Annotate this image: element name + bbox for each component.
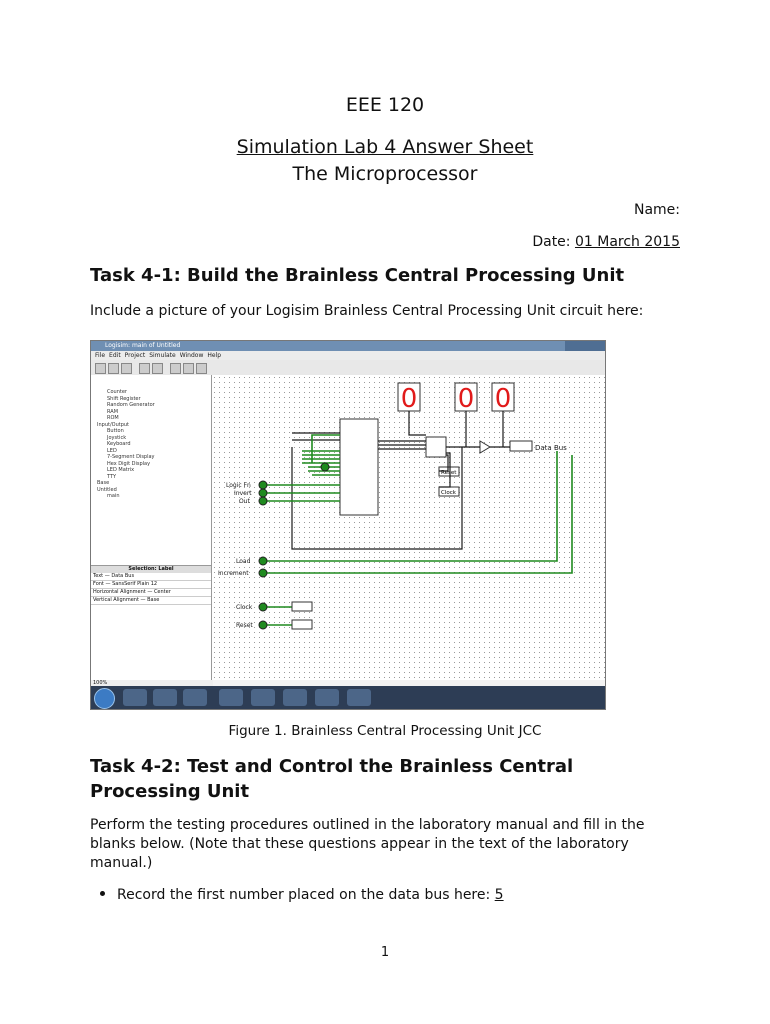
right-reset-label: Reset [441,470,457,476]
tree-item[interactable]: 7-Segment Display [107,454,155,460]
page-number: 1 [380,945,390,960]
increment-label: Increment [218,570,249,577]
tree-item[interactable]: TTY [107,473,117,480]
hex-display-2 [455,383,477,414]
menu-bar: File Edit Project Simulate Window Help [91,351,605,360]
hex-display-3 [492,383,514,414]
right-clock-label: Clock [441,490,456,496]
load-label: Load [236,558,251,565]
app-icon [219,689,243,706]
tree-item[interactable]: Base [97,480,110,486]
logic-fn-label: Logic Fn [226,482,251,489]
date-value: 01 March 2015 [574,234,680,250]
tree-item[interactable]: RAM [107,408,119,415]
logisim-screenshot [90,340,606,710]
tree-item[interactable]: Random Generator [107,402,155,408]
tree-item[interactable]: Keyboard [107,441,131,447]
tree-item[interactable]: main [107,493,120,499]
svg-text:0: 0 [494,384,512,414]
name-field: Name: [633,202,680,218]
circuit-diagram [212,375,605,680]
black-wires [292,411,510,549]
clock-label: Clock [236,604,253,611]
chrome-icon [123,689,147,706]
toolbar [91,360,605,376]
course-code: EEE 120 [345,94,425,116]
svg-text:0: 0 [457,384,475,414]
tree-item[interactable]: Shift Register [107,395,141,402]
word-icon [315,689,339,706]
green-wires [267,435,572,625]
tree-item[interactable]: Joystick [107,434,127,441]
document-subtitle: The Microprocessor [292,163,478,185]
tree-item[interactable]: ROM [107,415,119,421]
figure-caption: Figure 1. Brainless Central Processing Unit JCC [228,723,542,739]
task1-heading: Task 4-1: Build the Brainless Central Processing Unit [90,265,625,286]
bullet-dot-icon [100,891,105,896]
start-button-icon [94,688,115,709]
buffer-symbol [480,441,490,453]
window-titlebar: Logisim: main of Untitled [91,341,605,351]
windows-taskbar [91,686,605,709]
component-tree [93,389,203,559]
tree-item[interactable]: Untitled [97,486,117,493]
media-icon [251,689,275,706]
register-block [426,437,446,457]
folder-icon [183,689,207,706]
tree-item[interactable]: Hex Digit Display [107,460,151,467]
task1-instruction: Include a picture of your Logisim Brainless Central Processing Unit circuit here: [90,303,644,319]
data-bus-tunnel [510,441,532,451]
circuit-canvas [212,375,605,680]
logisim-icon [347,689,371,706]
reset-label: Reset [236,622,253,629]
tree-item[interactable]: LED Matrix [107,467,135,473]
bullet-answer: 5 [494,887,504,903]
tree-item[interactable]: Counter [107,389,127,395]
explorer-panel [91,375,212,680]
tree-item[interactable]: Button [107,428,124,434]
zoom-status: 100% [91,680,213,686]
bullet-item: Record the first number placed on the data bus here: 5 [100,887,504,903]
pin-labels [218,482,253,629]
hex-display-1 [398,383,420,414]
play-icon [283,689,307,706]
date-field: Date: 01 March 2015 [532,234,680,250]
tree-item[interactable]: Input/Output [97,421,129,428]
tree-item[interactable]: LED [107,447,117,454]
alu-block [340,419,378,515]
invert-label: Invert [234,490,252,497]
out-label: Out [239,498,250,505]
data-bus-label: Data Bus [535,444,567,452]
document-title: Simulation Lab 4 Answer Sheet [236,136,534,158]
properties-table: Selection: Label Text — Data Bus Font — SansSerif Plain 12 Horizontal Alignment — Center Vertical Alignment — Base [91,565,211,626]
task2-heading: Task 4-2: Test and Control the Brainless Central Processing Unit [90,756,574,802]
svg-text:0: 0 [400,384,418,414]
task2-instruction: Perform the testing procedures outlined in the laboratory manual and fill in the blanks below. (Note that these questions appear in the text of the laboratory manual.) [90,817,645,871]
ie-icon [153,689,177,706]
